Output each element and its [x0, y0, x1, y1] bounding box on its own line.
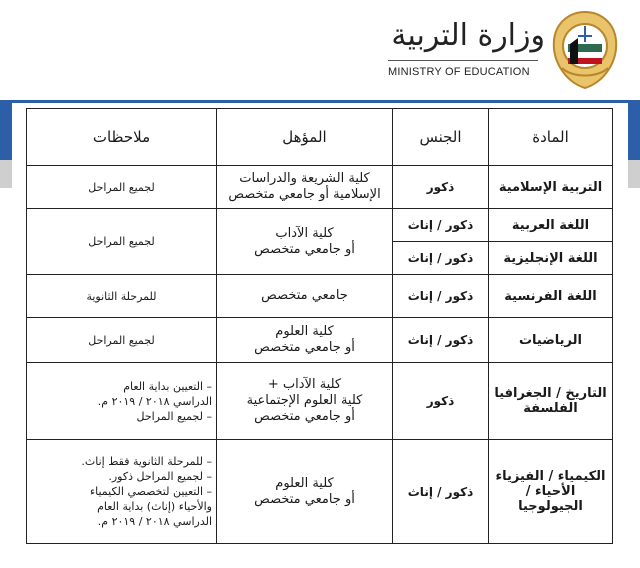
kuwait-emblem-icon	[548, 8, 622, 92]
note-line: والأحياء (إناث) بداية العام	[97, 500, 212, 513]
header-qualification: المؤهل	[217, 109, 393, 166]
notes-cell: لجميع المراحل	[27, 318, 217, 363]
table-row	[27, 318, 613, 363]
note-line: – لجميع المراحل ذكور.	[108, 470, 212, 483]
subject-line: الأحياء / الجيولوجيا	[518, 484, 583, 514]
qualification-cell	[217, 209, 393, 275]
notes-cell	[27, 440, 217, 544]
subject-line: الفلسفة	[523, 401, 578, 416]
note-line: الدراسي ٢٠١٨ / ٢٠١٩ م.	[97, 515, 212, 528]
qualification-line: كلية العلوم	[275, 324, 334, 339]
subject-line: التاريخ / الجغرافيا	[494, 386, 607, 401]
qualification-cell	[217, 363, 393, 440]
notes-cell	[27, 363, 217, 440]
qualification-line: كلية الآداب +	[267, 377, 342, 392]
table-row	[27, 275, 613, 318]
table-row	[27, 440, 613, 544]
table-row	[27, 363, 613, 440]
header-divider	[388, 60, 538, 61]
subject-cell	[489, 440, 613, 544]
qualification-line: كلية العلوم الإجتماعية	[246, 393, 363, 408]
subject-cell: اللغة الفرنسية	[489, 275, 613, 318]
qualification-line: أو جامعي متخصص	[254, 241, 355, 257]
header-subject: المادة	[489, 109, 613, 166]
header-notes: ملاحظات	[27, 109, 217, 166]
qualification-line: الإسلامية أو جامعي متخصص	[228, 187, 381, 202]
qualification-line: أو جامعي متخصص	[254, 491, 355, 507]
qualification-line: كلية الآداب	[275, 225, 334, 241]
ministry-name-arabic: وزارة التربية	[391, 18, 545, 53]
qualification-cell: جامعي متخصص	[217, 275, 393, 318]
subject-cell: اللغة العربية	[489, 209, 613, 242]
qualification-line: كلية الشريعة والدراسات	[239, 171, 370, 186]
subject-line: الكيمياء / الفيزياء	[495, 469, 606, 484]
qualification-line: أو جامعي متخصص	[254, 409, 355, 424]
page-header	[0, 0, 640, 100]
table-row	[27, 209, 613, 242]
table-row	[27, 166, 613, 209]
gender-cell: ذكور / إناث	[393, 242, 489, 275]
banner-right-shadow	[628, 160, 640, 188]
teacher-requirements-table	[26, 108, 613, 544]
gender-cell: ذكور	[393, 166, 489, 209]
gender-cell: ذكور / إناث	[393, 209, 489, 242]
ministry-name-english: MINISTRY OF EDUCATION	[388, 66, 530, 78]
notes-cell: لجميع المراحل	[27, 209, 217, 275]
subject-cell: التربية الإسلامية	[489, 166, 613, 209]
notes-cell: للمرحلة الثانوية	[27, 275, 217, 318]
note-line: – التعيين بداية العام	[123, 379, 212, 393]
gender-cell: ذكور	[393, 363, 489, 440]
qualification-line: كلية العلوم	[275, 475, 334, 491]
qualification-cell	[217, 440, 393, 544]
note-line: الدراسي ٢٠١٨ / ٢٠١٩ م.	[97, 394, 212, 408]
qualification-cell	[217, 166, 393, 209]
note-line: – لجميع المراحل	[136, 409, 212, 423]
qualification-cell	[217, 318, 393, 363]
gender-cell: ذكور / إناث	[393, 440, 489, 544]
header-gender: الجنس	[393, 109, 489, 166]
table-header-row	[27, 109, 613, 166]
banner-left-shadow	[0, 160, 12, 188]
subject-cell: الرياضيات	[489, 318, 613, 363]
gender-cell: ذكور / إناث	[393, 275, 489, 318]
gender-cell: ذكور / إناث	[393, 318, 489, 363]
subject-cell: اللغة الإنجليزية	[489, 242, 613, 275]
note-line: – التعيين لتخصصي الكيمياء	[89, 485, 212, 498]
subject-cell	[489, 363, 613, 440]
notes-cell: لجميع المراحل	[27, 166, 217, 209]
qualification-line: أو جامعي متخصص	[254, 340, 355, 355]
note-line: – للمرحلة الثانوية فقط إناث.	[81, 455, 212, 468]
